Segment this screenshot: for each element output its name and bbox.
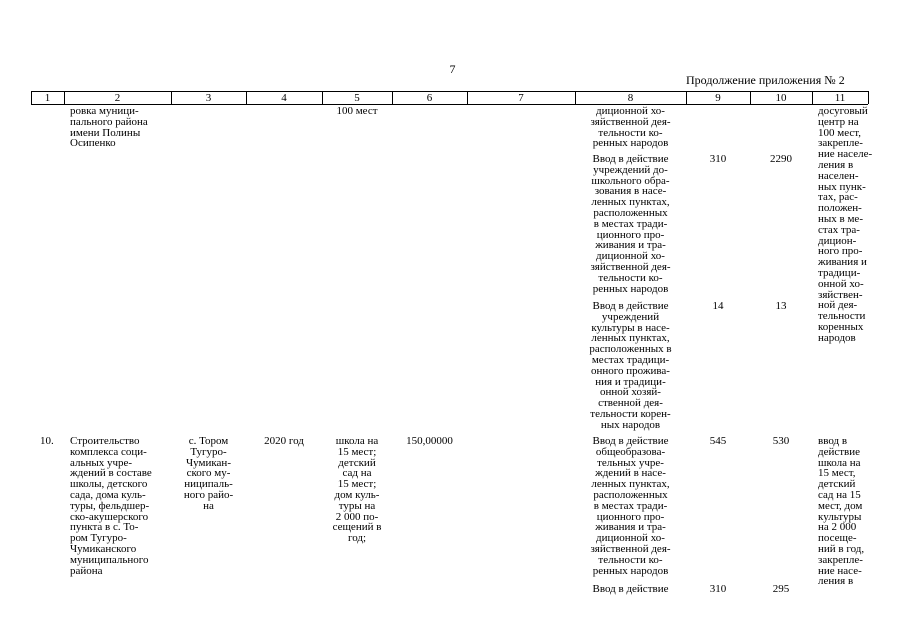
prev-row-indicator-c: Ввод в действие учреждений культуры в насе- ленных пунктах, расположенных в местах традици- онного прожива- ния и традици- онной хозяй- ственной дея- тельности корен- ных народов [589,300,672,431]
header-col-2: 2 [114,92,121,104]
continuation-note: Продолжение приложения № 2 [686,73,845,87]
header-col-4: 4 [281,92,287,104]
page-number: 7 [449,62,456,76]
header-col-9: 9 [715,92,721,104]
prev-row-indicator-b: Ввод в действие учреждений до- школьного обра- зования в насе- ленных пунктах, расположенных в местах тради- ционного про- живания и тра- диционной хо- зяйственной дея- тельности ко- ренных народов [590,153,671,295]
prev-row-capacity: 100 мест [336,105,378,117]
row10-value-10b: 295 [772,583,790,595]
header-col-10: 10 [775,92,787,104]
prev-row-object-name: ровка муници- пального района имени Полины Осипенко [70,105,148,150]
row10-amount: 150,00000 [406,435,453,447]
row10-indicator-a: Ввод в действие общеобразова- тельных учре- ждений в насе- ленных пунктах, расположенных в местах тради- ционного про- живания и тра- диционной хо- зяйственной дея- тельности ко- ренных народов [590,435,671,577]
row10-number: 10. [40,435,54,447]
prev-row-result: досуговый центр на 100 мест, закрепле- ние населе- ления в населен- ных пунк- тах, рас- положен- ных в ме- стах тра- дицион- ного про- живания и традици- онной хо- зяйствен- ной дея- тельности коренных народов [818,105,873,344]
row10-value-9a: 545 [709,435,727,447]
row10-value-10a: 530 [772,435,790,447]
header-col-3: 3 [205,92,212,104]
row10-value-9b: 310 [709,583,727,595]
header-col-6: 6 [426,92,433,104]
row10-object-name: Строительство комплекса соци- альных учре- ждений в составе школы, детского сада, дома куль- туры, фельдшер- ско-акушерского пункта в с. То- ром Тугуро- Чумиканского муниципального района [70,435,152,577]
prev-row-value-10c: 13 [775,300,787,312]
row10-location: с. Тором Тугуро- Чумикан- ского му- ниципаль- ного райо- на [183,435,234,512]
header-col-11: 11 [834,92,846,104]
prev-row-value-9b: 310 [709,153,727,165]
row10-result: ввод в действие школа на 15 мест, детский сад на 15 мест, дом культуры на 2 000 посеще- ний в год, закрепле- ние насе- ления в [818,435,865,588]
header-col-7: 7 [518,92,524,104]
header-col-5: 5 [354,92,360,104]
column-divider [868,91,869,104]
prev-row-value-9c: 14 [712,300,724,312]
row10-indicator-b: Ввод в действие [592,583,669,595]
row10-capacity: школа на 15 мест; детский сад на 15 мест; дом куль- туры на 2 000 по- сещений в год; [332,435,382,545]
header-col-1: 1 [44,92,51,104]
table-header-border [31,104,868,105]
prev-row-indicator-a: диционной хо- зяйственной дея- тельности ко- ренных народов [590,105,671,150]
prev-row-value-10b: 2290 [770,153,792,165]
row10-year: 2020 год [264,435,304,447]
header-col-8: 8 [627,92,634,104]
